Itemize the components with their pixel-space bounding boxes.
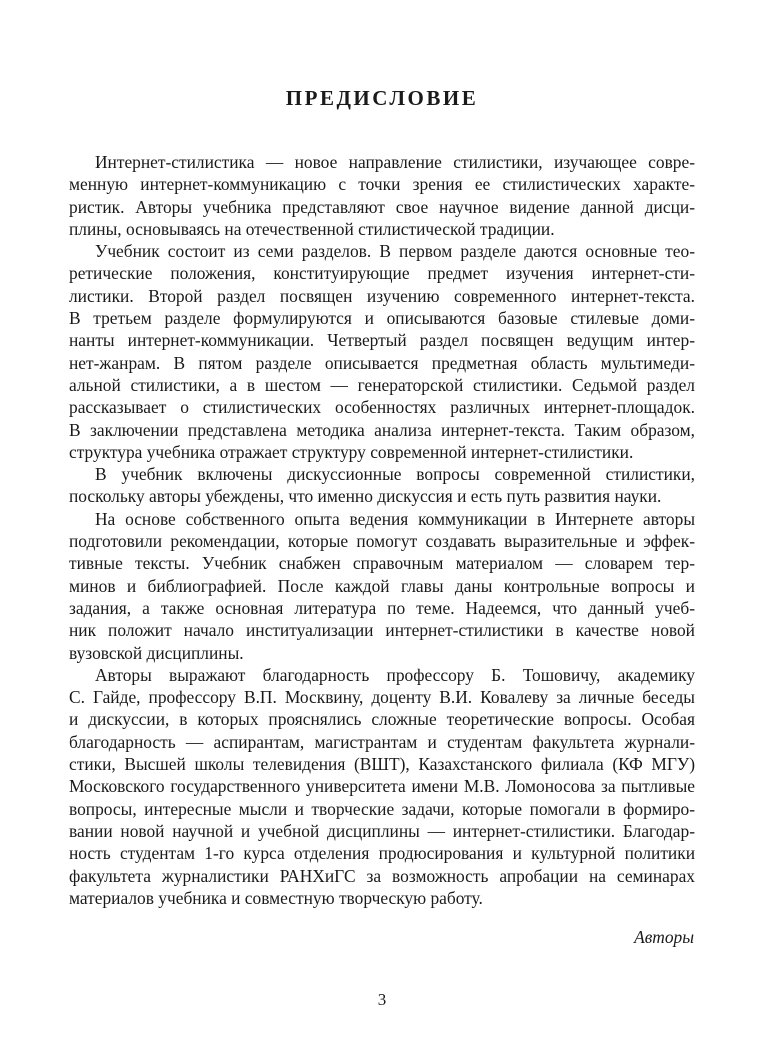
text-line: факультета журналистики РАНХиГС за возможность апробации на семинарах [69,865,695,886]
paragraph [69,664,695,909]
text-line: и дискуссии, в которых прояснялись сложные теоретические вопросы. Особая [69,709,695,730]
preface-body [69,151,695,909]
text-line: ретические положения, конституирующие предмет изучения интернет-сти- [69,263,695,284]
text-line: задания, а также основная литература по теме. Надеемся, что данный учеб- [69,597,695,618]
text-line: минов и библиографией. После каждой главы даны контрольные вопросы и [69,575,695,596]
text-line: В заключении представлена методика анализа интернет-текста. Таким образом, [69,419,695,440]
text-line: альной стилистики, а в шестом — генераторской стилистики. Седьмой раздел [69,374,695,395]
text-line: тивные тексты. Учебник снабжен справочным материалом — словарем тер- [69,553,695,574]
text-line: Авторы выражают благодарность профессору Б. Тошовичу, академику [95,664,695,685]
paragraph [69,463,695,508]
page-number: 3 [377,990,387,1009]
text-line: ристик. Авторы учебника представляют свое научное видение данной дисци- [69,196,695,217]
text-line: структура учебника отражает структуру современной интернет-стилистики. [69,441,634,462]
text-line: листики. Второй раздел посвящен изучению современного интернет-текста. [69,285,695,306]
paragraph [69,240,695,463]
text-line: В третьем разделе формулируются и описываются базовые стилевые доми- [69,308,695,329]
text-line: Московского государственного университета имени М.В. Ломоносова за пытливые [69,776,695,797]
paragraph [69,151,695,240]
text-line: материалов учебника и совместную творческую работу. [69,887,483,908]
signature: Авторы [634,927,694,947]
text-line: нанты интернет-коммуникации. Четвертый раздел посвящен ведущим интер- [69,330,695,351]
text-line: С. Гайде, профессору В.П. Москвину, доценту В.И. Ковалеву за личные беседы [69,687,695,708]
text-line: рассказывает о стилистических особенностях различных интернет-площадок. [69,397,695,418]
paragraph [69,508,695,664]
text-line: На основе собственного опыта ведения коммуникации в Интернете авторы [95,508,695,529]
text-line: поскольку авторы убеждены, что именно дискуссия и есть путь развития науки. [69,486,662,507]
text-line: вопросы, интересные мысли и творческие задачи, которые помогали в формиро- [69,798,695,819]
text-line: менную интернет-коммуникацию с точки зрения ее стилистических характе- [69,174,695,195]
text-line: В учебник включены дискуссионные вопросы современной стилистики, [95,464,695,485]
text-line: вании новой научной и учебной дисциплины — интернет-стилистики. Благодар- [69,820,695,841]
text-line: ник положит начало институализации интернет-стилистики в качестве новой [69,620,695,641]
text-line: ность студентам 1-го курса отделения продюсирования и культурной политики [69,843,695,864]
page-title: ПРЕДИСЛОВИЕ [285,86,479,110]
text-line: Учебник состоит из семи разделов. В первом разделе даются основные тео- [95,241,695,262]
text-line: нет-жанрам. В пятом разделе описывается предметная область мультимеди- [69,352,695,373]
text-line: плины, основываясь на отечественной стилистической традиции. [69,218,555,239]
text-line: благодарность — аспирантам, магистрантам и студентам факультета журнали- [69,731,695,752]
text-line: вузовской дисциплины. [69,642,244,663]
text-line: стики, Высшей школы телевидения (ВШТ), Казахстанского филиала (КФ МГУ) [69,754,695,775]
text-line: Интернет-стилистика — новое направление стилистики, изучающее совре- [95,152,695,172]
text-line: подготовили рекомендации, которые помогут создавать выразительные и эффек- [69,531,695,552]
